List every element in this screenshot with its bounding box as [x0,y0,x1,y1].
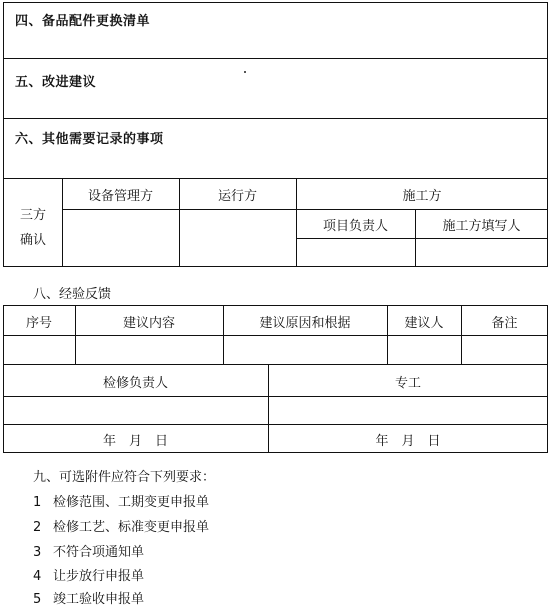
confirm-label-line2: 确认 [19,233,46,248]
fb-row-line-1 [3,335,548,336]
attachment-num: 4 [33,569,42,584]
project-lead-header: 项目负责人 [322,219,388,234]
confirm-label-line1: 三方 [19,208,46,223]
attachment-num: 5 [33,592,42,607]
fb-header-seq: 序号 [25,316,52,331]
attachment-num: 3 [33,545,42,560]
divider-4-5 [3,58,548,59]
feedback-title: 八、经验反馈 [33,287,112,302]
attachment-num: 1 [33,495,42,510]
repair-lead-label: 检修负责人 [102,376,168,391]
attachment-text: 不符合项通知单 [53,545,145,560]
fb-header-remark: 备注 [491,316,518,331]
attachment-text: 让步放行申报单 [53,569,145,584]
attachment-item-4 [33,565,144,584]
attachment-item-2 [33,516,209,535]
attachments-title: 九、可选附件应符合下列要求： [33,470,216,485]
specialist-label: 专工 [394,376,421,391]
operator-header: 运行方 [217,189,257,204]
fb-row-line-4 [3,424,548,425]
attachment-num: 2 [33,520,42,535]
attachment-item-5 [33,588,144,607]
equipment-manager-header: 设备管理方 [87,189,153,204]
confirm-row-line-1 [62,209,548,210]
fb-row-line-3 [3,396,548,397]
divider-6-confirm [3,178,548,179]
attachment-text: 竣工验收申报单 [53,592,145,607]
section-4-title: 四、备品配件更换清单 [15,14,151,29]
attachment-text: 检修范围、工期变更申报单 [53,495,210,510]
stray-mark [244,71,246,73]
constructor-filler-header: 施工方填写人 [442,219,521,234]
divider-5-6 [3,118,548,119]
section-5-title: 五、改进建议 [15,75,97,90]
attachment-item-3 [33,541,144,560]
date-right: 年 月 日 [375,434,441,449]
fb-header-reason: 建议原因和根据 [259,316,351,331]
attachment-item-1 [33,491,209,510]
constructor-header: 施工方 [402,189,442,204]
attachment-text: 检修工艺、标准变更申报单 [53,520,210,535]
fb-header-proposer: 建议人 [404,316,444,331]
date-left: 年 月 日 [102,434,168,449]
section-6-title: 六、其他需要记录的事项 [15,132,164,147]
fb-row-line-2 [3,364,548,365]
fb-header-content: 建议内容 [122,316,175,331]
confirm-row-line-2 [296,238,548,239]
